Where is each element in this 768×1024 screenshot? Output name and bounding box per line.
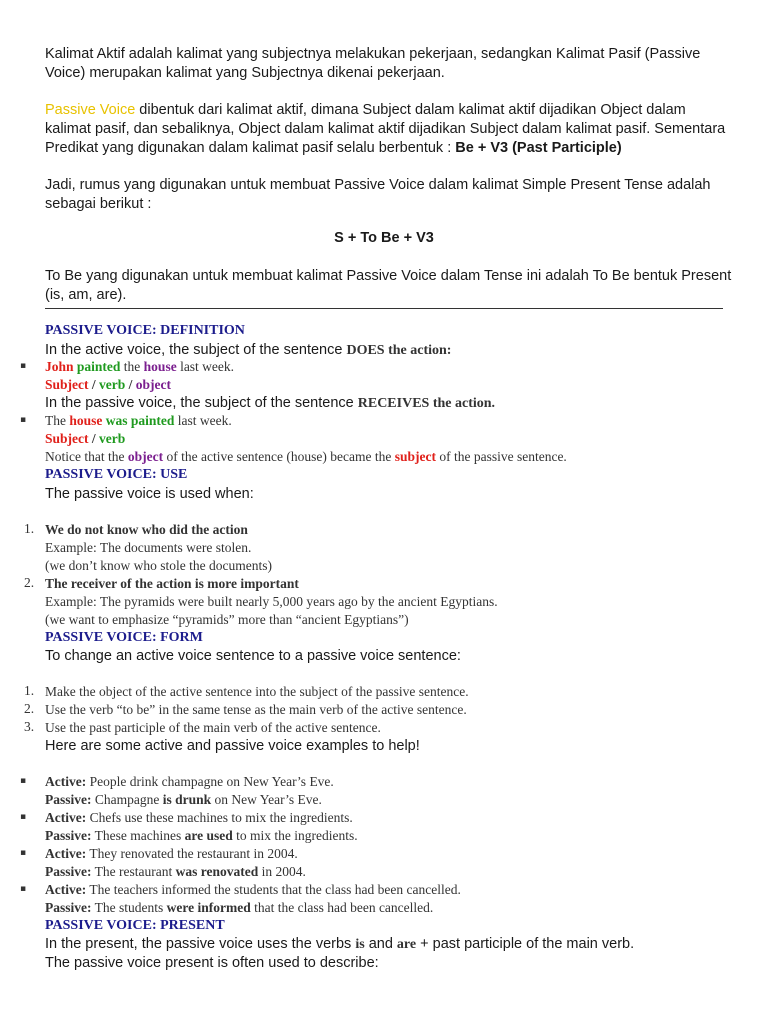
active-example: [45, 845, 298, 863]
form-step: Make the object of the active sentence into the subject of the passive sentence.: [45, 684, 469, 699]
list-number: 3.: [24, 719, 35, 734]
label-verb: verb: [99, 431, 126, 446]
intro-paragraph-4: To Be yang digunakan untuk membuat kalimat Passive Voice dalam Tense ini adalah To Be bentuk Present (is, am, are).: [45, 268, 732, 303]
word-house: house: [143, 359, 177, 374]
passive-verb: are used: [184, 828, 233, 843]
notice-text: of the active sentence (house) became the: [163, 449, 395, 464]
passive-label: Passive:: [45, 864, 92, 879]
use-item-example: Example: The documents were stolen.: [45, 540, 252, 555]
use-item-title: [45, 521, 248, 539]
label-verb: verb: [99, 377, 126, 392]
receives-the-action: RECEIVES the action.: [357, 396, 496, 411]
bullet-icon: ▪: [20, 848, 27, 858]
verb-are: are: [396, 937, 417, 952]
passive-text: on New Year’s Eve.: [211, 792, 322, 807]
active-label: Active:: [45, 810, 87, 825]
list-number: 2.: [24, 575, 35, 590]
active-example-labels: [45, 376, 735, 394]
list-number: 1.: [24, 683, 35, 698]
passive-text: The students: [91, 900, 167, 915]
form-step: Use the past participle of the main verb of the active sentence.: [45, 720, 381, 735]
passive-verb: is drunk: [162, 792, 212, 807]
active-example-sentence: [45, 358, 234, 376]
word-john: John: [45, 359, 74, 374]
passive-text: that the class had been cancelled.: [250, 900, 434, 915]
label-sep: /: [88, 377, 100, 392]
word-the: The: [45, 413, 70, 428]
bullet-icon: ▪: [20, 884, 27, 894]
use-item-note: (we don’t know who stole the documents): [45, 558, 272, 573]
list-number: 2.: [24, 701, 35, 716]
notice-text: of the passive sentence.: [435, 449, 567, 464]
passive-text: These machines: [91, 828, 185, 843]
intro-paragraph-3: Jadi, rumus yang digunakan untuk membuat Passive Voice dalam kalimat Simple Present Tense adalah sebagai berikut :: [45, 177, 711, 212]
list-number: 1.: [24, 521, 35, 536]
use-item-2-title: The receiver of the action is more important: [45, 576, 299, 591]
passive-example: [45, 791, 322, 809]
label-object: object: [135, 377, 172, 392]
active-intro-text: In the active voice, the subject of the sentence: [45, 342, 347, 358]
passive-intro-text: In the passive voice, the subject of the sentence: [45, 395, 358, 411]
formula: S + To Be + V3: [334, 230, 434, 246]
examples-intro: Here are some active and passive voice examples to help!: [45, 738, 420, 754]
active-example: [45, 881, 461, 899]
active-text: Chefs use these machines to mix the ingredients.: [86, 810, 353, 825]
section-divider: [45, 308, 723, 309]
passive-verb: were informed: [166, 900, 251, 915]
active-label: Active:: [45, 846, 87, 861]
intro-paragraph-2-text: dibentuk dari kalimat aktif, dimana Subject dalam kalimat aktif dijadikan Object dalam kalimat pasif, dan sebaliknya, Object dalam kalimat aktif dijadikan Subject dalam kalimat pasif. Sementara Predikat yang digunakan dalam kalimat pasif selalu berbentuk :: [45, 102, 726, 156]
passive-label: Passive:: [45, 900, 92, 915]
present-line-2: The passive voice present is often used to describe:: [45, 955, 379, 971]
bullet-icon: ▪: [20, 415, 27, 425]
label-sep: /: [88, 431, 100, 446]
form-intro: To change an active voice sentence to a passive voice sentence:: [45, 648, 461, 664]
passive-example-sentence: [45, 412, 232, 430]
passive-label: Passive:: [45, 828, 92, 843]
heading-present: PASSIVE VOICE: PRESENT: [45, 918, 225, 933]
use-item-example: Example: The pyramids were built nearly 5,000 years ago by the ancient Egyptians.: [45, 594, 498, 609]
passive-text: Champagne: [91, 792, 163, 807]
passive-label: Passive:: [45, 792, 92, 807]
active-example: [45, 809, 353, 827]
passive-text: to mix the ingredients.: [232, 828, 358, 843]
notice-text: Notice that the: [45, 449, 128, 464]
active-text: They renovated the restaurant in 2004.: [86, 846, 298, 861]
heading-definition: PASSIVE VOICE: DEFINITION: [45, 323, 245, 338]
passive-voice-highlight: Passive Voice: [45, 102, 136, 118]
use-item-title: [45, 575, 299, 593]
bullet-icon: ▪: [20, 776, 27, 786]
use-item-note: (we want to emphasize “pyramids” more than “ancient Egyptians”): [45, 612, 409, 627]
present-text: + past participle of the main verb.: [416, 936, 635, 952]
passive-verb: was renovated: [175, 864, 259, 879]
notice-sentence: [45, 448, 735, 466]
passive-example: [45, 827, 358, 845]
word-subject: subject: [394, 449, 436, 464]
be-v3-formula: Be + V3 (Past Participle): [455, 140, 622, 156]
active-example: [45, 773, 334, 791]
passive-text: The restaurant: [91, 864, 176, 879]
bullet-icon: ▪: [20, 812, 27, 822]
use-item-1-title: We do not know who did the action: [45, 522, 248, 537]
label-subject: Subject: [45, 431, 89, 446]
label-sep: /: [125, 377, 136, 392]
verb-is: is: [355, 937, 365, 952]
active-label: Active:: [45, 774, 87, 789]
word-object: object: [127, 449, 164, 464]
word-the: the: [120, 359, 144, 374]
heading-use: PASSIVE VOICE: USE: [45, 467, 188, 482]
word-painted: painted: [76, 359, 121, 374]
active-text: People drink champagne on New Year’s Eve.: [86, 774, 334, 789]
passive-example: [45, 899, 433, 917]
label-subject: Subject: [45, 377, 89, 392]
passive-text: in 2004.: [258, 864, 306, 879]
word-house: house: [69, 413, 103, 428]
word-last-week: last week.: [176, 359, 235, 374]
passive-example: [45, 863, 306, 881]
form-step: Use the verb “to be” in the same tense as the main verb of the active sentence.: [45, 702, 467, 717]
does-the-action: DOES the action:: [346, 343, 452, 358]
bullet-icon: ▪: [20, 361, 27, 371]
intro-paragraph-1: Kalimat Aktif adalah kalimat yang subjectnya melakukan pekerjaan, sedangkan Kalimat Pasif (Passive Voice) merupakan kalimat yang Subjectnya dikenai pekerjaan.: [45, 46, 701, 81]
intro-paragraph-2: [45, 101, 735, 158]
active-text: The teachers informed the students that the class had been cancelled.: [86, 882, 461, 897]
present-text: In the present, the passive voice uses the verbs: [45, 936, 356, 952]
use-intro: The passive voice is used when:: [45, 486, 254, 502]
passive-voice-intro: [45, 394, 735, 413]
present-text: and: [364, 936, 397, 952]
word-was-painted: was painted: [105, 413, 175, 428]
present-line-1: [45, 935, 735, 954]
active-label: Active:: [45, 882, 87, 897]
word-last-week: last week.: [174, 413, 232, 428]
heading-form: PASSIVE VOICE: FORM: [45, 630, 203, 645]
passive-example-labels: [45, 430, 735, 448]
